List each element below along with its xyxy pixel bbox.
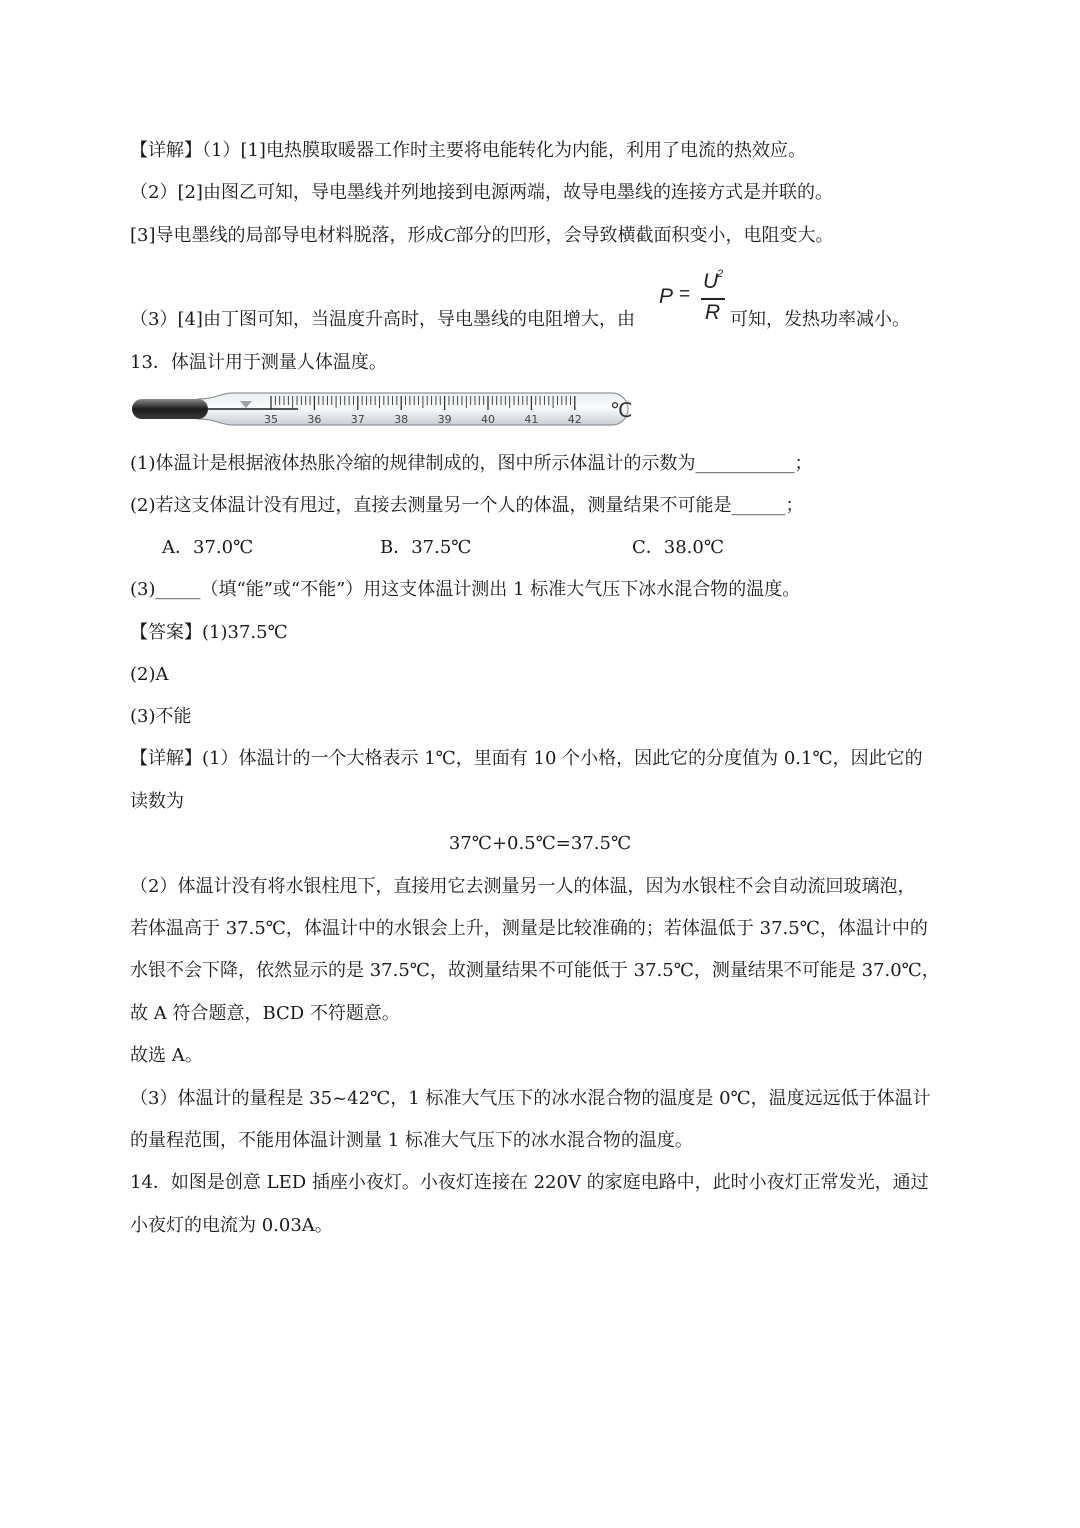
- scale-label-38: 38: [394, 413, 409, 426]
- detail-line-2: （2）[2]由图乙可知，导电墨线并列地接到电源两端，故导电墨线的连接方式是并联的。: [130, 182, 833, 203]
- explanation-line-2c: 水银不会下降，依然显示的是 37.5℃，故测量结果不可能低于 37.5℃，测量结果不可能是 37.0℃，: [130, 960, 940, 981]
- detail-line-3b: 部分的凹形，会导致横截面积变小，电阻变大。: [455, 225, 834, 246]
- formula-denominator: R: [705, 301, 721, 324]
- detail-line-3: [130, 223, 834, 248]
- detail-line-4b: 可知，发热功率减小。: [730, 309, 910, 330]
- question-13-part-1: (1)体温计是根据液体热胀冷缩的规律制成的，图中所示体温计的示数为___________；: [130, 453, 813, 474]
- scale-label-39: 39: [437, 413, 452, 426]
- question-13-title: 13．体温计用于测量人体温度。: [130, 352, 387, 373]
- explanation-line-2a: （2）体温计没有将水银柱甩下，直接用它去测量另一人的体温，因为水银柱不会自动流回玻璃泡，: [130, 876, 916, 897]
- formula-fraction-bar: [701, 298, 725, 300]
- question-14-line-2: 小夜灯的电流为 0.03A。: [130, 1215, 333, 1236]
- explanation-line-2e: 故选 A。: [130, 1045, 203, 1066]
- explanation-formula: 37℃+0.5℃=37.5℃: [448, 833, 632, 854]
- answer-line-1: 【答案】(1)37.5℃: [130, 622, 288, 643]
- scale-label-42: 42: [567, 413, 582, 426]
- power-formula: [655, 268, 727, 332]
- answer-line-3: (3)不能: [130, 706, 192, 727]
- formula-numerator: U: [703, 270, 719, 293]
- question-13-part-2: (2)若这支体温计没有甩过，直接去测量另一个人的体温，测量结果不可能是______；: [130, 495, 804, 516]
- formula-exponent: 2: [717, 268, 724, 280]
- formula-eq: =: [679, 284, 691, 305]
- explanation-line-1: 【详解】(1）体温计的一个大格表示 1℃，里面有 10 个小格，因此它的分度值为 0.1℃，因此它的: [130, 748, 923, 769]
- explanation-line-2d: 故 A 符合题意，BCD 不符题意。: [130, 1003, 400, 1024]
- explanation-line-2b: 若体温高于 37.5℃，体温计中的水银会上升，测量是比较准确的；若体温低于 37.5℃，体温计中的: [130, 918, 928, 939]
- scale-label-37: 37: [350, 413, 365, 426]
- thermometer-bulb: [132, 399, 208, 419]
- scale-label-35: 35: [264, 413, 278, 426]
- scale-label-36: 36: [307, 413, 322, 426]
- thermometer-figure: [128, 386, 633, 432]
- scale-label-40: 40: [481, 413, 495, 426]
- option-a: A．37.0℃: [162, 537, 254, 558]
- unit-label: ℃: [610, 398, 633, 422]
- explanation-line-3a: （3）体温计的量程是 35~42℃，1 标准大气压下的冰水混合物的温度是 0℃，温度远远低于体温计: [130, 1088, 931, 1109]
- option-b: B．37.5℃: [380, 537, 472, 558]
- option-c: C．38.0℃: [632, 537, 724, 558]
- scale-label-41: 41: [524, 413, 539, 426]
- answer-line-2: (2)A: [130, 664, 169, 685]
- question-14-line-1: 14．如图是创意 LED 插座小夜灯。小夜灯连接在 220V 的家庭电路中，此时小夜灯正常发光，通过: [130, 1172, 929, 1193]
- detail-line-3a: [3]导电墨线的局部导电材料脱落，形成: [130, 225, 444, 246]
- formula-p: P: [659, 285, 674, 308]
- explanation-line-3b: 的量程范围，不能用体温计测量 1 标准大气压下的冰水混合物的温度。: [130, 1130, 693, 1151]
- variable-c: C: [443, 225, 456, 245]
- detail-line-1: 【详解】（1）[1]电热膜取暖器工作时主要将电能转化为内能，利用了电流的热效应。: [130, 140, 806, 161]
- explanation-line-1b: 读数为: [130, 791, 184, 812]
- detail-line-4a: （3）[4]由丁图可知，当温度升高时，导电墨线的电阻增大，由: [130, 309, 635, 330]
- question-13-part-3: (3)_____（填“能”或“不能”）用这支体温计测出 1 标准大气压下冰水混合物的温度。: [130, 579, 801, 600]
